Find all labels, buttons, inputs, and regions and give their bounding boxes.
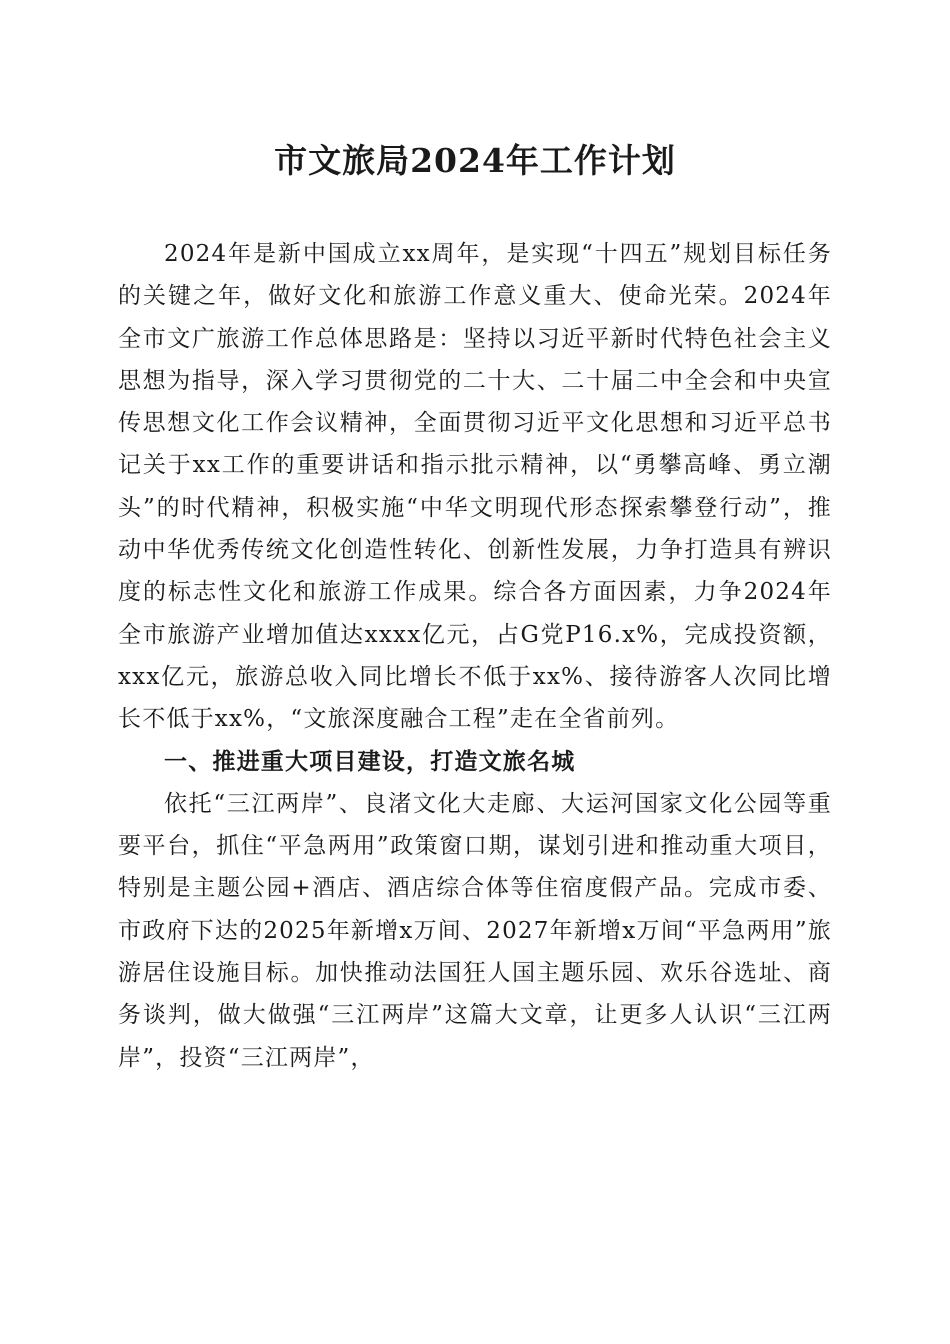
intro-paragraph: 2024年是新中国成立xx周年，是实现“十四五”规划目标任务的关键之年，做好文化和旅游工作意义重大、使命光荣。2024年全市文广旅游工作总体思路是：坚持以习近平新时代特色社会主义思想为指导，深入学习贯彻党的二十大、二十届二中全会和中央宣传思想文化工作会议精神，全面贯彻习近平文化思想和习近平总书记关于xx工作的重要讲话和指示批示精神，以“勇攀高峰、勇立潮头”的时代精神，积极实施“中华文明现代形态探索攀登行动”，推动中华优秀传统文化创造性转化、创新性发展，力争打造具有辨识度的标志性文化和旅游工作成果。综合各方面因素，力争2024年全市旅游产业增加值达xxxx亿元，占G党P16.x%，完成投资额，xxx亿元，旅游总收入同比增长不低于xx%、接待游客人次同比增长不低于xx%，“文旅深度融合工程”走在全省前列。 — [118, 241, 832, 733]
section-paragraph: 依托“三江两岸”、良渚文化大走廊、大运河国家文化公园等重要平台，抓住“平急两用”政策窗口期，谋划引进和推动重大项目，特别是主题公园+酒店、酒店综合体等住宿度假产品。完成市委、市政府下达的2025年新增x万间、2027年新增x万间“平急两用”旅游居住设施目标。加快推动法国狂人国主题乐园、欢乐谷选址、商务谈判，做大做强“三江两岸”这篇大文章，让更多人认识“三江两岸”，投资“三江两岸”， — [118, 790, 832, 1071]
document-title: 市文旅局2024年工作计划 — [274, 141, 676, 180]
section-heading: 一、推进重大项目建设，打造文旅名城 — [164, 748, 576, 775]
document-body — [118, 233, 832, 1079]
